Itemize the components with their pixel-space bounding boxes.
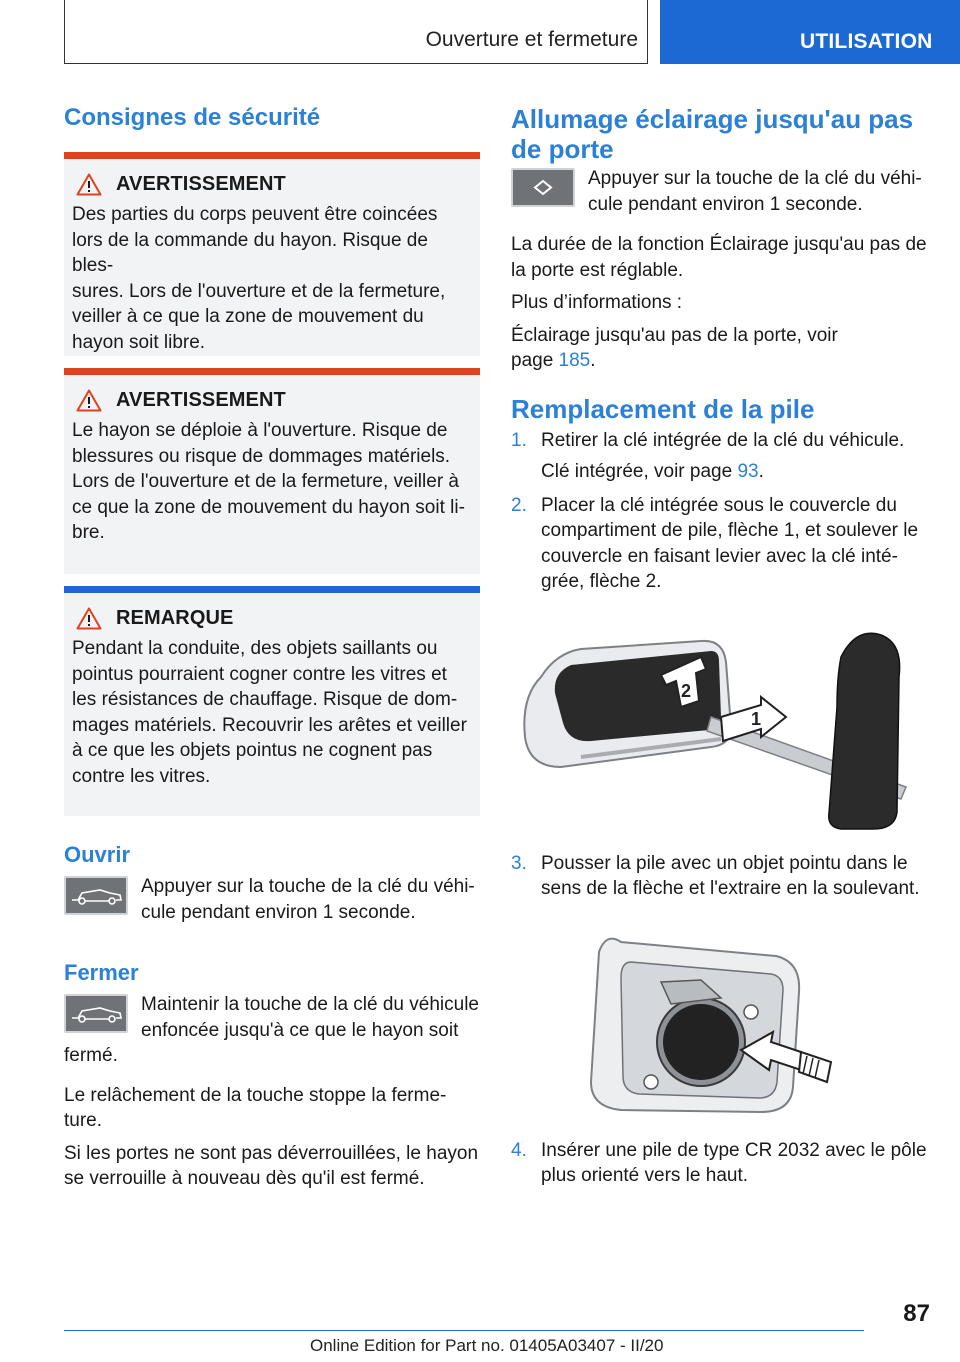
text-line: Appuyer sur la touche de la clé du véhi- [141,876,475,897]
text-line: plus orienté vers le haut. [541,1165,749,1186]
page-number: 87 [903,1300,930,1327]
step-number: 2. [511,494,527,516]
battery-steps-end [511,1138,931,1189]
text-line: Maintenir la touche de la clé du véhicule [141,994,479,1015]
notice-box [64,586,480,816]
step-number: 4. [511,1139,527,1161]
battery-steps-cont [511,851,931,902]
text-line: Placer la clé intégrée sous le couvercle du [541,494,897,516]
battery-steps [511,428,931,595]
ref-prefix: Clé intégrée, voir page [541,461,738,482]
tailgate-key-button [64,994,128,1033]
diamond-icon [513,170,573,205]
footer-edition: Online Edition for Part no. 01405A03407 - II/20 [310,1336,664,1355]
warning-box-2-label: AVERTISSEMENT [116,389,286,411]
lighting-instruction [511,166,931,222]
figure-battery-removal [511,922,931,1122]
warning-box-2-text [72,418,472,546]
text-line: la porte est réglable. [511,259,684,281]
header-chapter-tab [660,0,960,64]
text-line: compartiment de pile, flèche 1, et soulever le [541,520,919,541]
heading-line: de porte [511,134,614,164]
warning-box-1 [64,152,480,356]
text-line: se verrouille à nouveau dès qu'il est fermé. [64,1168,425,1189]
text-line: fermé. [64,1045,118,1066]
text-line: pointus pourraient cogner contre les vitres et [72,663,447,685]
header-section-title: Ouverture et fermeture [425,28,638,51]
text-line: bre. [72,522,105,543]
list-item [511,851,931,902]
lighting-heading [511,104,931,164]
text-line: grée, flèche 2. [541,571,662,592]
text-line: page 185. [511,350,596,371]
warning-triangle-icon [76,607,102,630]
text-line: Si les portes ne sont pas déverrouillées, le hayon [64,1142,479,1164]
doors-paragraph [64,1141,480,1192]
more-info: Plus d’informations : [511,292,683,313]
page-link-185[interactable]: 185 [558,350,591,371]
warning-box-2 [64,368,480,574]
text-line: Retirer la clé intégrée de la clé du véhicule. [541,429,905,451]
notice-box-text [72,636,472,789]
duration-paragraph [511,232,931,283]
list-item [511,493,931,595]
close-instruction [64,992,480,1069]
arrow-label-1: 1 [751,708,762,729]
text-line: à ce que les objets pointus ne cognent pas [72,740,433,761]
text-line: mages matériels. Recouvrir les arêtes et veiller [72,714,467,736]
text-line: ture. [64,1110,103,1131]
open-heading: Ouvrir [64,842,131,867]
text-line: lors de la commande du hayon. Risque de bles- [72,229,428,276]
heading-line: Allumage éclairage jusqu'au pas [511,104,914,134]
text-line: Pendant la conduite, des objets saillants ou [72,638,438,659]
step1-reference: Clé intégrée, voir page 93. [541,461,764,482]
text-line: couvercle en faisant levier avec la clé inté- [541,545,898,567]
text-line: Éclairage jusqu'au pas de la porte, voir [511,324,838,346]
page-header [0,0,960,66]
text-line: La durée de la fonction Éclairage jusqu'au pas de [511,234,927,255]
warning-box-2-title [76,389,472,412]
text-line: contre les vitres. [72,765,211,787]
warning-triangle-icon [76,389,102,412]
text-line: sens de la flèche et l'extraire en la soulevant. [541,878,920,899]
key-illustration [511,617,911,837]
text-line: Insérer une pile de type CR 2032 avec le pôle [541,1139,927,1161]
notice-box-title [76,607,472,630]
battery-compartment-illustration [511,922,931,1122]
text-line: hayon soit libre. [72,331,206,353]
right-column [511,100,931,1189]
close-heading: Fermer [64,960,139,985]
arrow-label-2: 2 [681,680,692,701]
left-column [64,100,480,1192]
list-item [511,428,931,485]
list-item [511,1138,931,1189]
battery-heading: Remplacement de la pile [511,393,815,424]
figure-key-removal [511,617,931,837]
lighting-key-button [511,168,575,207]
text-line: cule pendant environ 1 seconde. [588,193,863,215]
text-line: cule pendant environ 1 seconde. [141,901,416,923]
text-line: sures. Lors de l'ouverture et de la fermeture, [72,280,446,302]
warning-box-1-label: AVERTISSEMENT [116,173,286,195]
step-number: 1. [511,429,527,451]
warning-box-1-text [72,202,472,355]
text-line: les résistances de chauffage. Risque de dom- [72,689,458,710]
warning-triangle-icon [76,173,102,196]
text-line: Pousser la pile avec un objet pointu dans le [541,852,908,874]
safety-heading: Consignes de sécurité [64,104,321,131]
open-instruction [64,874,480,930]
warning-box-1-title [76,173,472,196]
page-link-93[interactable]: 93 [737,461,759,482]
car-tailgate-icon [66,878,126,913]
step-number: 3. [511,852,527,874]
text-line: Lors de l'ouverture et de la fermeture, veiller à [72,471,459,492]
text-line: Des parties du corps peuvent être coincées [72,204,438,225]
header-chapter-label: UTILISATION [800,30,933,53]
text-line: enfoncée jusqu'à ce que le hayon soit [141,1019,459,1041]
ref-prefix: page [511,350,559,371]
notice-box-label: REMARQUE [116,607,234,629]
footer-divider [64,1330,864,1331]
text-line: veiller à ce que la zone de mouvement du [72,306,424,327]
car-tailgate-icon [66,996,126,1031]
text-line: Appuyer sur la touche de la clé du véhi- [588,168,922,189]
text-line: Le relâchement de la touche stoppe la ferme- [64,1084,447,1106]
text-line: blessures ou risque de dommages matériels. [72,445,451,467]
reference-paragraph [511,323,931,374]
tailgate-key-button [64,876,128,915]
text-line: Le hayon se déploie à l'ouverture. Risque de [72,420,448,441]
release-paragraph [64,1083,480,1134]
text-line: ce que la zone de mouvement du hayon soit li- [72,496,465,518]
